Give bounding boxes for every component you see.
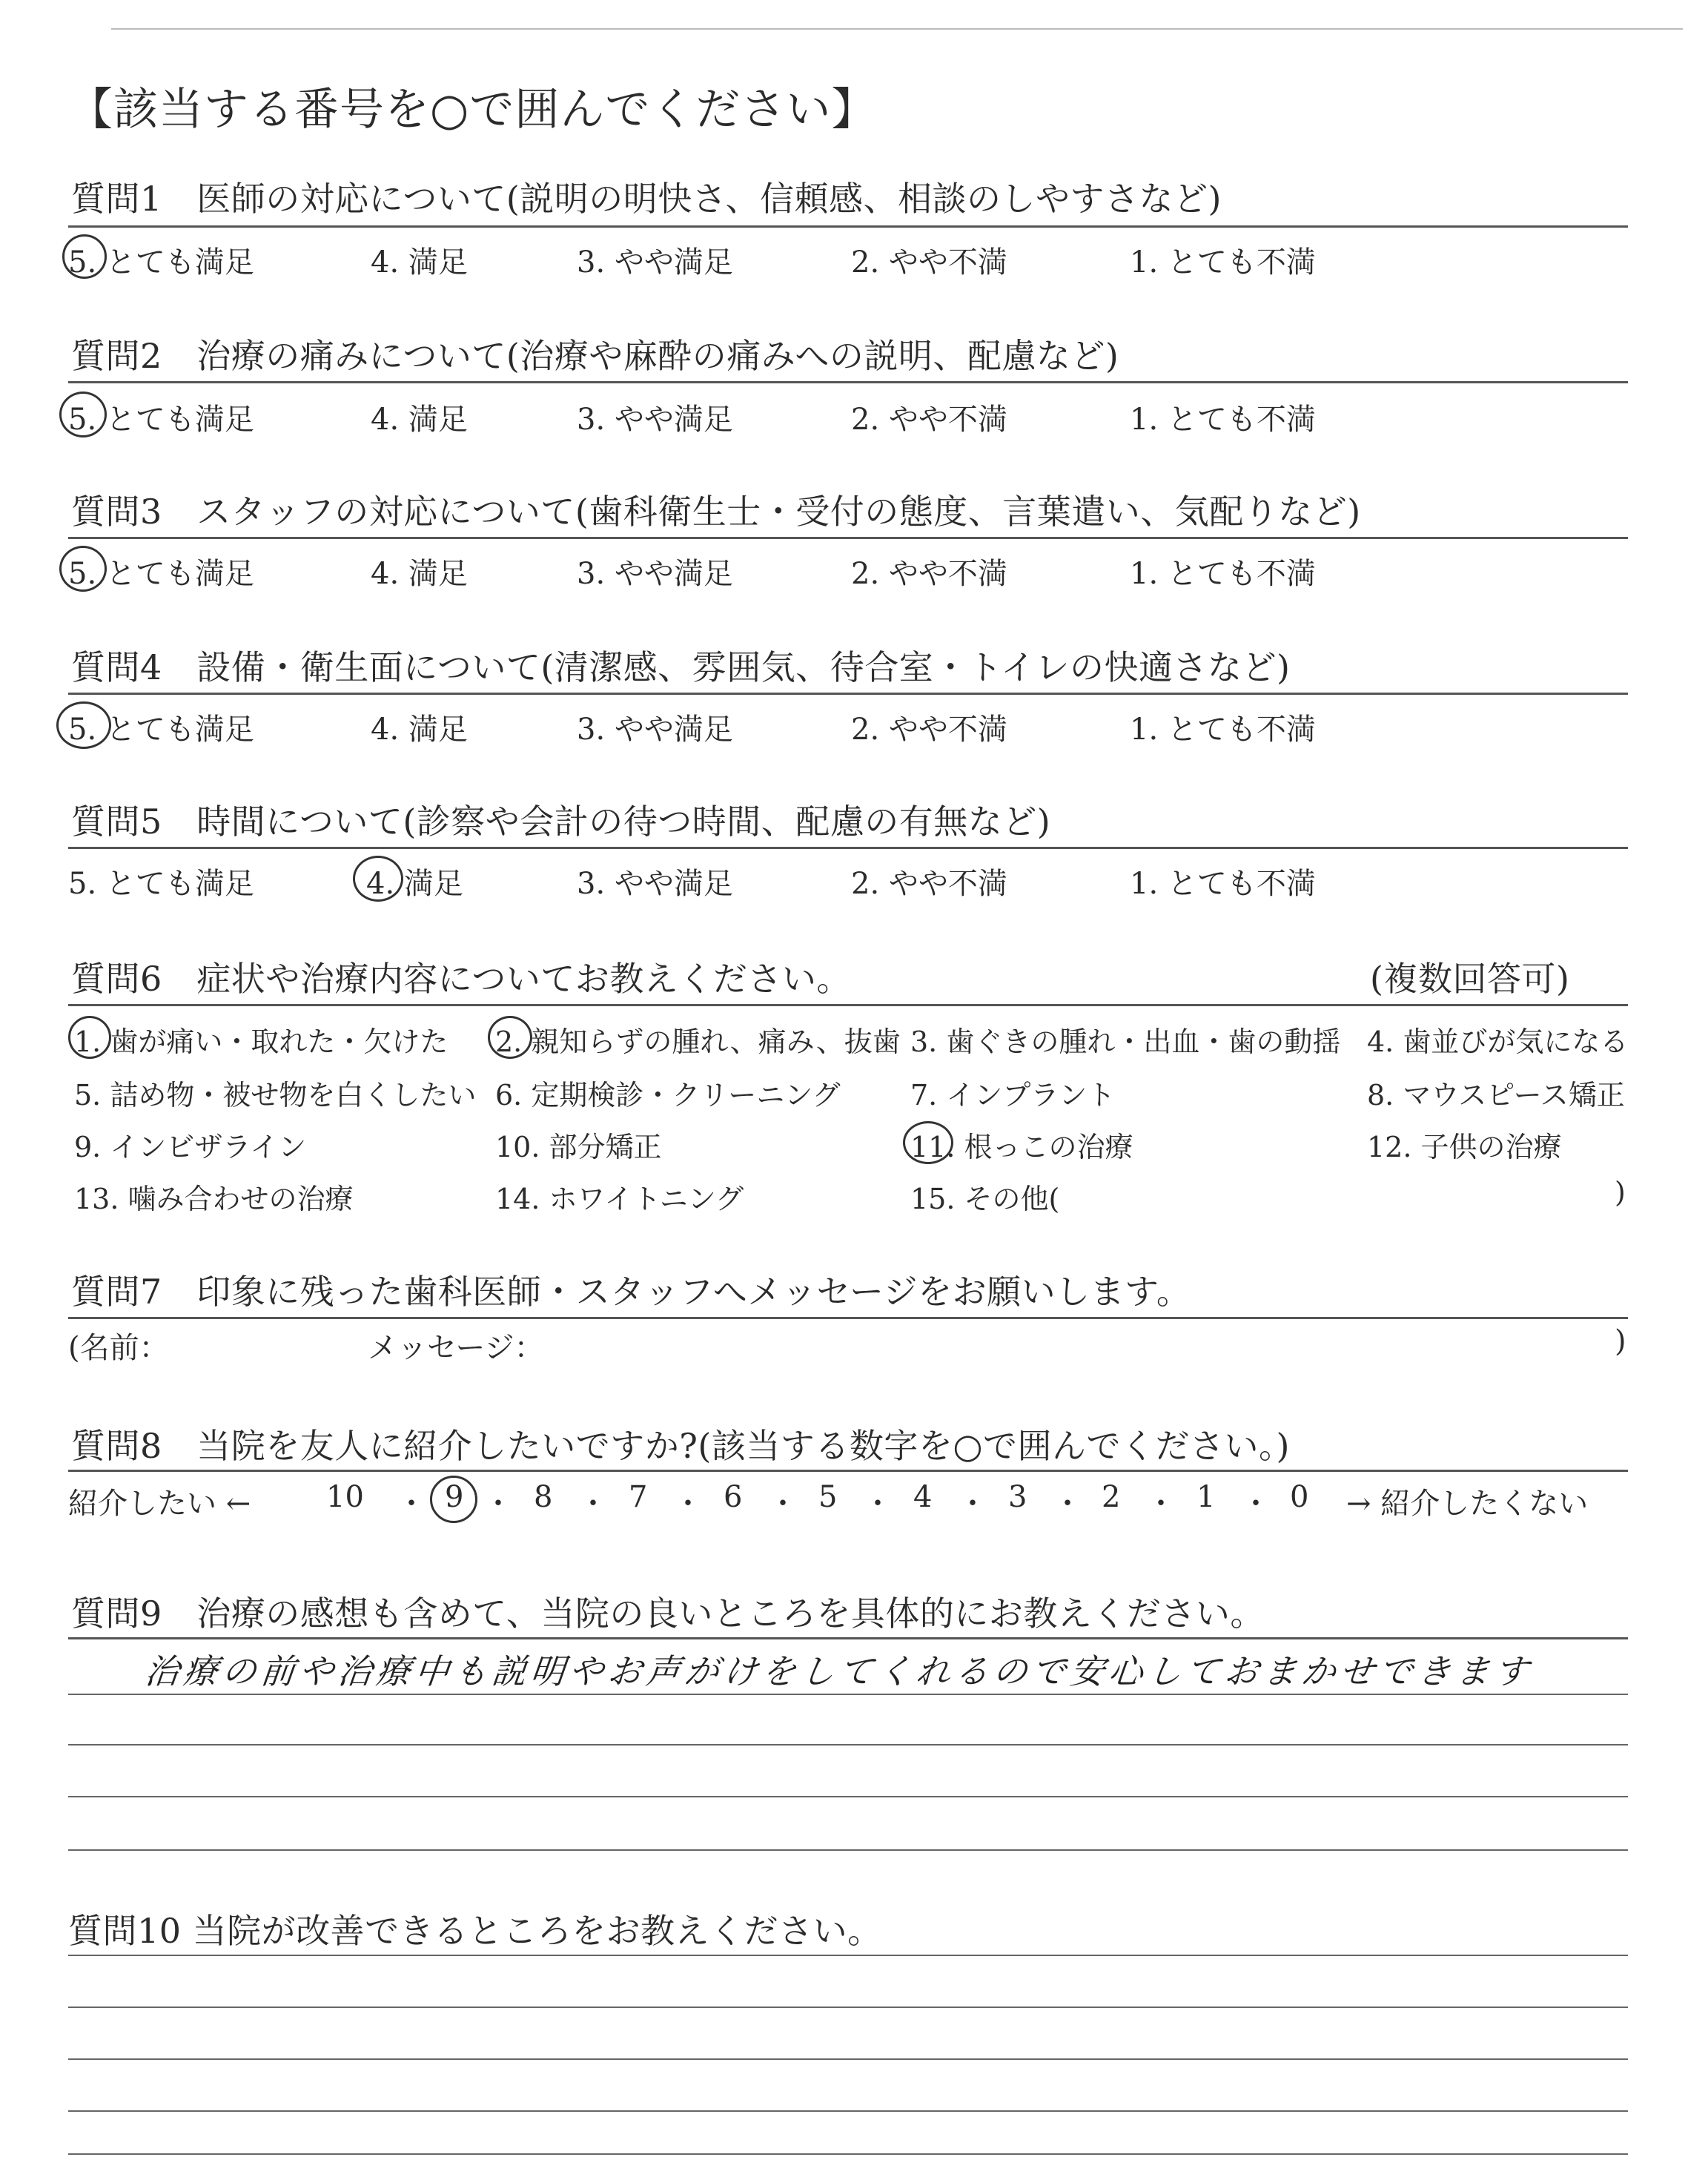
q8-score-2[interactable]: 2 xyxy=(1102,1480,1121,1514)
question-1-rule xyxy=(68,225,1628,228)
q8-score-0[interactable]: 0 xyxy=(1290,1480,1309,1514)
q2-option-1[interactable]: 1. とても不満 xyxy=(1130,403,1316,437)
q4-option-4[interactable]: 4. 満足 xyxy=(371,713,468,747)
q2-option-5[interactable]: 5. とても満足 xyxy=(68,403,254,437)
q6-item-14[interactable]: 14. ホワイトニング xyxy=(495,1183,744,1215)
q5-selection-circle xyxy=(353,856,403,902)
question-8-title: 質問8 当院を友人に紹介したいですか?(該当する数字を○で囲んでください。) xyxy=(71,1426,1290,1466)
q1-selection-circle xyxy=(62,234,107,279)
question-5-title: 質問5 時間について(診察や会計の待つ時間、配慮の有無など) xyxy=(71,802,1051,842)
q9-answer-line-2 xyxy=(68,1744,1628,1745)
question-2-rule xyxy=(68,381,1628,383)
q6-item-8[interactable]: 8. マウスピース矯正 xyxy=(1367,1079,1625,1112)
q4-option-5[interactable]: 5. とても満足 xyxy=(68,713,254,747)
q8-dot-separator: ・ xyxy=(1146,1487,1176,1521)
q7-close-paren: ) xyxy=(1615,1324,1626,1358)
q8-score-4[interactable]: 4 xyxy=(913,1480,933,1514)
q9-handwritten-answer: 治療の前や治療中も説明やお声がけをしてくれるので安心しておまかせできます xyxy=(142,1651,1535,1691)
q6-item-15[interactable]: 15. その他( xyxy=(910,1183,1060,1215)
q8-selection-circle xyxy=(430,1476,477,1523)
q8-score-1[interactable]: 1 xyxy=(1196,1480,1216,1514)
q2-selection-circle xyxy=(59,392,107,437)
question-10-title: 質問10 当院が改善できるところをお教えください。 xyxy=(68,1911,882,1951)
question-7-rule xyxy=(68,1317,1628,1319)
q8-score-9[interactable]: 9 xyxy=(445,1480,464,1514)
q2-option-4[interactable]: 4. 満足 xyxy=(371,403,468,437)
q3-selection-circle xyxy=(59,546,107,592)
q8-score-10[interactable]: 10 xyxy=(326,1480,364,1514)
q3-option-5[interactable]: 5. とても満足 xyxy=(68,557,254,591)
q4-option-2[interactable]: 2. やや不満 xyxy=(851,713,1007,747)
q10-answer-line-5 xyxy=(68,2153,1628,2155)
question-9-rule xyxy=(68,1637,1628,1639)
q8-score-3[interactable]: 3 xyxy=(1008,1480,1027,1514)
question-3-rule xyxy=(68,537,1628,539)
q7-name-label: (名前： xyxy=(68,1331,169,1365)
q1-option-2[interactable]: 2. やや不満 xyxy=(851,245,1007,280)
q10-answer-line-3 xyxy=(68,2058,1628,2060)
q9-answer-line-3 xyxy=(68,1796,1628,1797)
q6-item-11[interactable]: 11. 根っこの治療 xyxy=(910,1131,1133,1163)
q8-score-6[interactable]: 6 xyxy=(724,1480,743,1514)
q10-answer-line-1 xyxy=(68,1955,1628,1956)
question-1-title: 質問1 医師の対応について(説明の明快さ、信頼感、相談のしやすさなど) xyxy=(71,179,1222,219)
q1-option-1[interactable]: 1. とても不満 xyxy=(1130,245,1316,280)
q9-answer-line-4 xyxy=(68,1849,1628,1851)
question-4-rule xyxy=(68,693,1628,695)
q8-dot-separator: ・ xyxy=(863,1487,893,1521)
q3-option-3[interactable]: 3. やや満足 xyxy=(577,557,733,591)
q5-option-1[interactable]: 1. とても不満 xyxy=(1130,867,1316,901)
q8-dot-separator: ・ xyxy=(1241,1487,1271,1521)
q6-item-7[interactable]: 7. インプラント xyxy=(910,1079,1116,1112)
q8-score-7[interactable]: 7 xyxy=(629,1480,648,1514)
q6-item-2[interactable]: 2. 親知らずの腫れ、痛み、抜歯 xyxy=(495,1025,901,1058)
question-5-rule xyxy=(68,847,1628,849)
question-8-rule xyxy=(68,1470,1628,1472)
q6-selection-circle-1 xyxy=(68,1016,111,1059)
q3-option-1[interactable]: 1. とても不満 xyxy=(1130,557,1316,591)
q1-option-5[interactable]: 5. とても満足 xyxy=(68,245,254,280)
q6-item-9[interactable]: 9. インビザライン xyxy=(74,1131,307,1163)
q8-dot-separator: ・ xyxy=(768,1487,798,1521)
q6-item-4[interactable]: 4. 歯並びが気になる xyxy=(1367,1025,1629,1058)
q8-dot-separator: ・ xyxy=(673,1487,703,1521)
question-6-title: 質問6 症状や治療内容についてお教えください。 xyxy=(71,959,851,999)
question-9-title: 質問9 治療の感想も含めて、当院の良いところを具体的にお教えください。 xyxy=(71,1593,1265,1634)
q8-dot-separator: ・ xyxy=(958,1487,987,1521)
q4-option-3[interactable]: 3. やや満足 xyxy=(577,713,733,747)
question-4-title: 質問4 設備・衛生面について(清潔感、雰囲気、待合室・トイレの快適さなど) xyxy=(71,647,1291,687)
q5-option-4[interactable]: 4. 満足 xyxy=(366,867,463,901)
q8-dot-separator: ・ xyxy=(483,1487,513,1521)
q6-item-5[interactable]: 5. 詰め物・被せ物を白くしたい xyxy=(74,1079,477,1112)
q7-message-label: メッセージ： xyxy=(368,1331,544,1365)
q8-right-label: → 紹介したくない xyxy=(1346,1487,1589,1521)
q6-selection-circle-11 xyxy=(903,1121,953,1164)
q6-item-15-close: ) xyxy=(1615,1176,1626,1209)
question-6-rule xyxy=(68,1004,1628,1006)
q2-option-3[interactable]: 3. やや満足 xyxy=(577,403,733,437)
q5-option-2[interactable]: 2. やや不満 xyxy=(851,867,1007,901)
q5-option-5[interactable]: 5. とても満足 xyxy=(68,867,254,901)
q10-answer-line-2 xyxy=(68,2007,1628,2008)
q4-selection-circle xyxy=(56,701,111,749)
q6-item-12[interactable]: 12. 子供の治療 xyxy=(1367,1131,1562,1163)
q10-answer-line-4 xyxy=(68,2110,1628,2112)
q6-selection-circle-2 xyxy=(488,1016,532,1059)
scan-edge-line xyxy=(111,28,1683,30)
q2-option-2[interactable]: 2. やや不満 xyxy=(851,403,1007,437)
question-6-note: (複数回答可) xyxy=(1370,959,1570,999)
q6-item-6[interactable]: 6. 定期検診・クリーニング xyxy=(495,1079,841,1112)
question-7-title: 質問7 印象に残った歯科医師・スタッフへメッセージをお願いします。 xyxy=(71,1272,1191,1312)
q8-left-label: 紹介したい ← xyxy=(68,1487,251,1521)
q6-item-3[interactable]: 3. 歯ぐきの腫れ・出血・歯の動揺 xyxy=(910,1025,1341,1058)
page-title: 【該当する番号を○で囲んでください】 xyxy=(68,84,877,136)
q3-option-2[interactable]: 2. やや不満 xyxy=(851,557,1007,591)
question-3-title: 質問3 スタッフの対応について(歯科衛生士・受付の態度、言葉遣い、気配りなど) xyxy=(71,492,1361,532)
q8-score-8[interactable]: 8 xyxy=(534,1480,553,1514)
q6-item-13[interactable]: 13. 噛み合わせの治療 xyxy=(74,1183,354,1215)
q6-item-1[interactable]: 1. 歯が痛い・取れた・欠けた xyxy=(74,1025,448,1058)
q6-item-10[interactable]: 10. 部分矯正 xyxy=(495,1131,662,1163)
q8-dot-separator: ・ xyxy=(1053,1487,1082,1521)
question-2-title: 質問2 治療の痛みについて(治療や麻酔の痛みへの説明、配慮など) xyxy=(71,336,1119,376)
q8-dot-separator: ・ xyxy=(397,1487,426,1521)
q9-answer-line-1 xyxy=(68,1694,1628,1695)
q1-option-4[interactable]: 4. 満足 xyxy=(371,245,468,280)
q5-option-3[interactable]: 3. やや満足 xyxy=(577,867,733,901)
q8-score-5[interactable]: 5 xyxy=(818,1480,838,1514)
q1-option-3[interactable]: 3. やや満足 xyxy=(577,245,733,280)
q8-dot-separator: ・ xyxy=(578,1487,608,1521)
q4-option-1[interactable]: 1. とても不満 xyxy=(1130,713,1316,747)
q3-option-4[interactable]: 4. 満足 xyxy=(371,557,468,591)
